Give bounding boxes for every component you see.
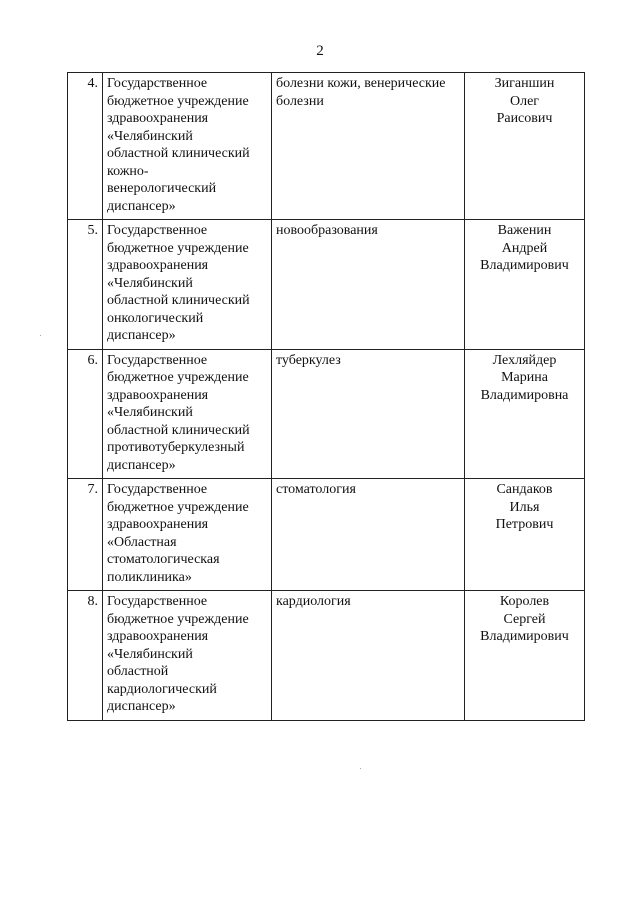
institution-line: бюджетное учреждение <box>107 611 249 627</box>
medical-profile <box>272 479 465 591</box>
specialist-name <box>465 349 585 479</box>
row-number: 7. <box>68 479 103 591</box>
institution-line: областной клинический <box>107 422 250 438</box>
institution-line: кардиологический <box>107 681 217 697</box>
institution-line: бюджетное учреждение <box>107 240 249 256</box>
institution-line: «Челябинский <box>107 128 193 144</box>
profile-line: болезни кожи, венерические <box>276 76 446 91</box>
surname: Королев <box>499 594 550 609</box>
institution-line: бюджетное учреждение <box>107 499 249 515</box>
page-number: 2 <box>316 43 324 59</box>
patronymic: Владимирович <box>480 629 569 644</box>
row-number: 5. <box>68 220 103 350</box>
institution-line: здравоохранения <box>107 258 209 273</box>
specialist-name <box>465 220 585 350</box>
table-row <box>68 591 585 721</box>
institution-line: областной клинический <box>107 293 250 308</box>
specialist-name <box>465 73 585 220</box>
institutions-table <box>67 72 585 721</box>
profile-line: болезни <box>276 93 324 109</box>
medical-profile <box>272 220 465 350</box>
institution-line: диспансер» <box>107 457 176 473</box>
institution-line: Государственное <box>107 223 208 238</box>
medical-profile <box>272 73 465 220</box>
surname: Лехляйдер <box>492 352 557 368</box>
profile-line: стоматология <box>276 482 356 497</box>
institution-line: здравоохранения <box>107 111 209 126</box>
row-number: 6. <box>68 349 103 479</box>
institution-line: Государственное <box>107 352 208 368</box>
patronymic: Раисович <box>496 111 553 126</box>
institution-line: Государственное <box>107 482 208 497</box>
surname: Важенин <box>497 223 552 238</box>
surname: Сандаков <box>496 482 553 497</box>
specialist-name <box>465 591 585 721</box>
table-row <box>68 479 585 591</box>
patronymic: Петрович <box>495 517 554 532</box>
table-row <box>68 220 585 350</box>
surname: Зиганшин <box>494 76 555 91</box>
institution-line: стоматологическая <box>107 552 220 567</box>
profile-line: туберкулез <box>276 352 341 368</box>
institution-line: поликлиника» <box>107 569 192 585</box>
first-name: Сергей <box>503 611 546 627</box>
institution-line: Государственное <box>107 594 208 609</box>
institution-line: онкологический <box>107 310 204 326</box>
scan-speck <box>360 768 361 769</box>
institution-name <box>103 591 272 721</box>
institution-name <box>103 349 272 479</box>
table-row <box>68 73 585 220</box>
institution-line: областной клинический <box>107 146 250 161</box>
medical-profile <box>272 349 465 479</box>
first-name: Марина <box>501 370 548 385</box>
institution-line: здравоохранения <box>107 629 209 644</box>
scan-speck <box>40 335 41 336</box>
institution-line: областной <box>107 664 169 679</box>
first-name: Олег <box>509 93 540 109</box>
institution-line: бюджетное учреждение <box>107 93 249 109</box>
first-name: Илья <box>509 499 540 515</box>
patronymic: Владимировна <box>480 387 569 403</box>
institution-line: противотуберкулезный <box>107 440 245 455</box>
institution-line: диспансер» <box>107 328 176 343</box>
profile-line: новообразования <box>276 223 378 238</box>
specialist-name <box>465 479 585 591</box>
patronymic: Владимирович <box>480 258 569 273</box>
institution-line: «Челябинский <box>107 646 193 662</box>
institution-line: «Челябинский <box>107 405 193 420</box>
medical-profile <box>272 591 465 721</box>
row-number: 8. <box>68 591 103 721</box>
institution-line: бюджетное учреждение <box>107 370 249 385</box>
institution-line: Государственное <box>107 76 208 91</box>
table-row <box>68 349 585 479</box>
institution-line: «Областная <box>107 534 177 550</box>
institution-name <box>103 73 272 220</box>
institution-line: «Челябинский <box>107 275 193 291</box>
row-number: 4. <box>68 73 103 220</box>
institution-line: диспансер» <box>107 198 176 214</box>
institution-line: диспансер» <box>107 699 176 714</box>
profile-line: кардиология <box>276 594 351 609</box>
institution-line: венерологический <box>107 181 217 196</box>
first-name: Андрей <box>501 240 548 256</box>
institution-line: кожно- <box>107 163 149 179</box>
institution-line: здравоохранения <box>107 517 209 532</box>
institution-name <box>103 479 272 591</box>
institution-line: здравоохранения <box>107 387 209 403</box>
institution-name <box>103 220 272 350</box>
